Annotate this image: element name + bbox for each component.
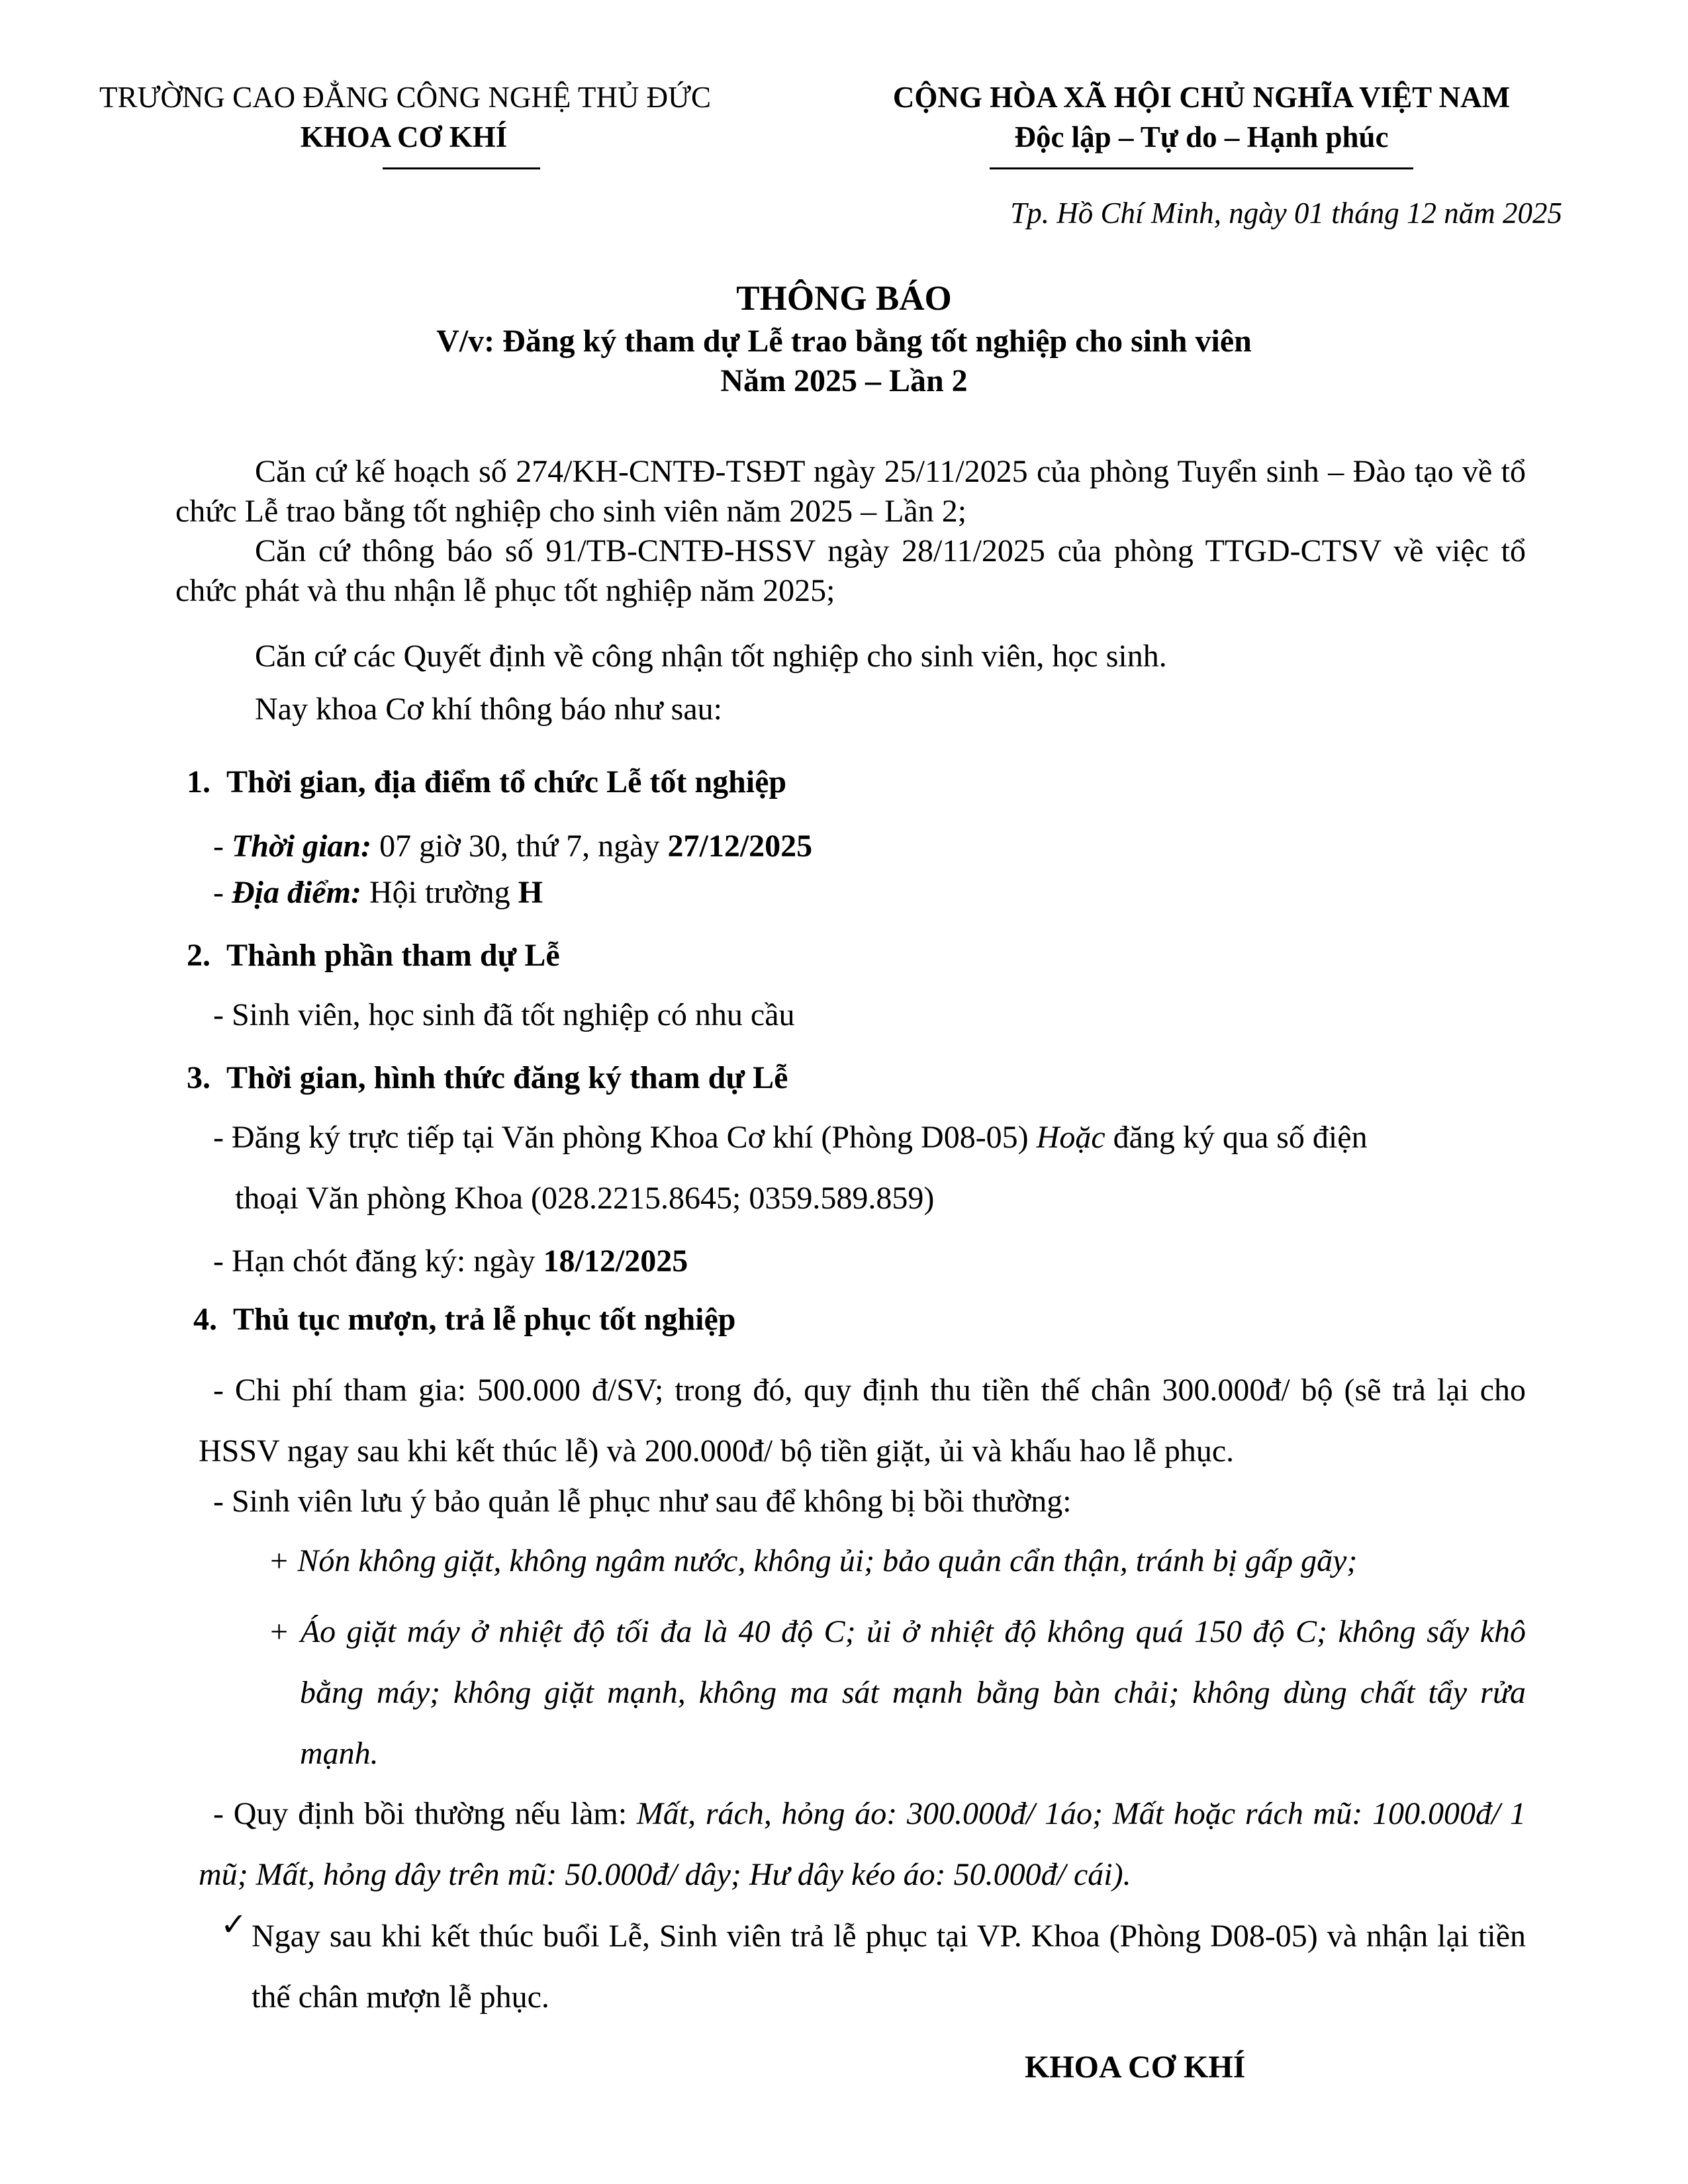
republic-title: CỘNG HÒA XÃ HỘI CHỦ NGHĨA VIỆT NAM xyxy=(892,81,1511,114)
registration-phone: thoại Văn phòng Khoa (028.2215.8645; 0359.589.859) xyxy=(235,1181,935,1216)
care-gown: + Áo giặt máy ở nhiệt độ tối đa là 40 độ C; ủi ở nhiệt độ không quá 150 độ C; không sấy khô bằng máy; không giặt mạnh, không ma sát mạnh bằng bàn chải; không dùng chất tẩy rửa mạnh. xyxy=(268,1614,1526,1771)
dash: - xyxy=(213,829,232,864)
event-place-label: Địa điểm: xyxy=(231,875,361,910)
event-place-text: Hội trường xyxy=(361,875,518,910)
event-time-label: Thời gian: xyxy=(231,829,372,864)
signature-faculty: KHOA CƠ KHÍ xyxy=(1025,2050,1246,2085)
issue-date: Tp. Hồ Chí Minh, ngày 01 tháng 12 năm 2025 xyxy=(1010,197,1562,230)
participants: - Sinh viên, học sinh đã tốt nghiệp có nhu cầu xyxy=(213,997,795,1032)
school-name: TRƯỜNG CAO ĐẲNG CÔNG NGHỆ THỦ ĐỨC xyxy=(99,81,711,114)
section-1-heading: 1. Thời gian, địa điểm tổ chức Lễ tốt nghiệp xyxy=(187,764,787,799)
preamble-basis-3: Căn cứ các Quyết định về công nhận tốt nghiệp cho sinh viên, học sinh. xyxy=(255,639,1167,674)
registration-deadline xyxy=(213,1242,688,1281)
document-year: Năm 2025 – Lần 2 xyxy=(720,363,968,398)
preamble-basis-2: Căn cứ thông báo số 91/TB-CNTĐ-HSSV ngày 28/11/2025 của phòng TTGD-CTSV về việc tổ chức phát và thu nhận lễ phục tốt nghiệp năm 2025; xyxy=(175,533,1526,608)
faculty-underline xyxy=(383,167,540,169)
document-subject: V/v: Đăng ký tham dự Lễ trao bằng tốt nghiệp cho sinh viên xyxy=(436,324,1252,359)
preamble-announce: Nay khoa Cơ khí thông báo như sau: xyxy=(255,692,722,727)
event-place-name: H xyxy=(518,875,543,910)
event-time-text: 07 giờ 30, thứ 7, ngày xyxy=(371,829,668,864)
registration-method xyxy=(213,1118,1368,1157)
section-3-heading: 3. Thời gian, hình thức đăng ký tham dự Lễ xyxy=(187,1060,788,1095)
deadline-text: - Hạn chót đăng ký: ngày xyxy=(213,1244,543,1279)
care-hat: + Nón không giặt, không ngâm nước, không ủi; bảo quản cẩn thận, tránh bị gấp gãy; xyxy=(268,1543,1358,1578)
faculty-name: KHOA CƠ KHÍ xyxy=(300,120,508,154)
compensation-text: Mất, rách, hỏng áo: 300.000đ/ 1áo; Mất hoặc rách mũ: 100.000đ/ 1 mũ; Mất, hỏng dây trên mũ: 50.000đ/ dây; Hư dây kéo áo: 50.000đ/ cái). xyxy=(199,1796,1526,1892)
motto-underline xyxy=(990,167,1413,169)
return-instruction: Ngay sau khi kết thúc buổi Lễ, Sinh viên trả lễ phục tại VP. Khoa (Phòng D08-05) và nhận lại tiền thế chân mượn lễ phục. xyxy=(252,1919,1526,2015)
compensation-label: - Quy định bồi thường nếu làm: xyxy=(213,1796,637,1831)
preamble-basis-1: Căn cứ kế hoạch số 274/KH-CNTĐ-TSĐT ngày 25/11/2025 của phòng Tuyển sinh – Đào tạo về tổ chức Lễ trao bằng tốt nghiệp cho sinh viên năm 2025 – Lần 2; xyxy=(175,454,1526,529)
compensation-rules xyxy=(199,1784,1526,1905)
registration-or: Hoặc xyxy=(1036,1120,1105,1155)
participation-cost: - Chi phí tham gia: 500.000 đ/SV; trong đó, quy định thu tiền thế chân 300.000đ/ bộ (sẽ trả lại cho HSSV ngay sau khi kết thúc lễ) và 200.000đ/ bộ tiền giặt, ủi và khấu hao lễ phục. xyxy=(199,1373,1526,1469)
event-date: 27/12/2025 xyxy=(667,829,813,864)
check-icon: ✓ xyxy=(220,1906,248,1943)
event-place xyxy=(213,874,543,912)
document-title: THÔNG BÁO xyxy=(736,279,952,318)
deadline-date: 18/12/2025 xyxy=(543,1244,688,1279)
national-motto: Độc lập – Tự do – Hạnh phúc xyxy=(1014,120,1389,154)
dash: - xyxy=(213,875,232,910)
section-2-heading: 2. Thành phần tham dự Lễ xyxy=(187,938,560,973)
registration-method-text: - Đăng ký trực tiếp tại Văn phòng Khoa Cơ khí (Phòng D08-05) xyxy=(213,1120,1037,1155)
care-intro: - Sinh viên lưu ý bảo quản lễ phục như sau để không bị bồi thường: xyxy=(213,1484,1072,1519)
registration-method-text-2: đăng ký qua số điện xyxy=(1105,1120,1368,1155)
section-4-heading: 4. Thủ tục mượn, trả lễ phục tốt nghiệp xyxy=(193,1302,736,1337)
event-time xyxy=(213,827,812,866)
